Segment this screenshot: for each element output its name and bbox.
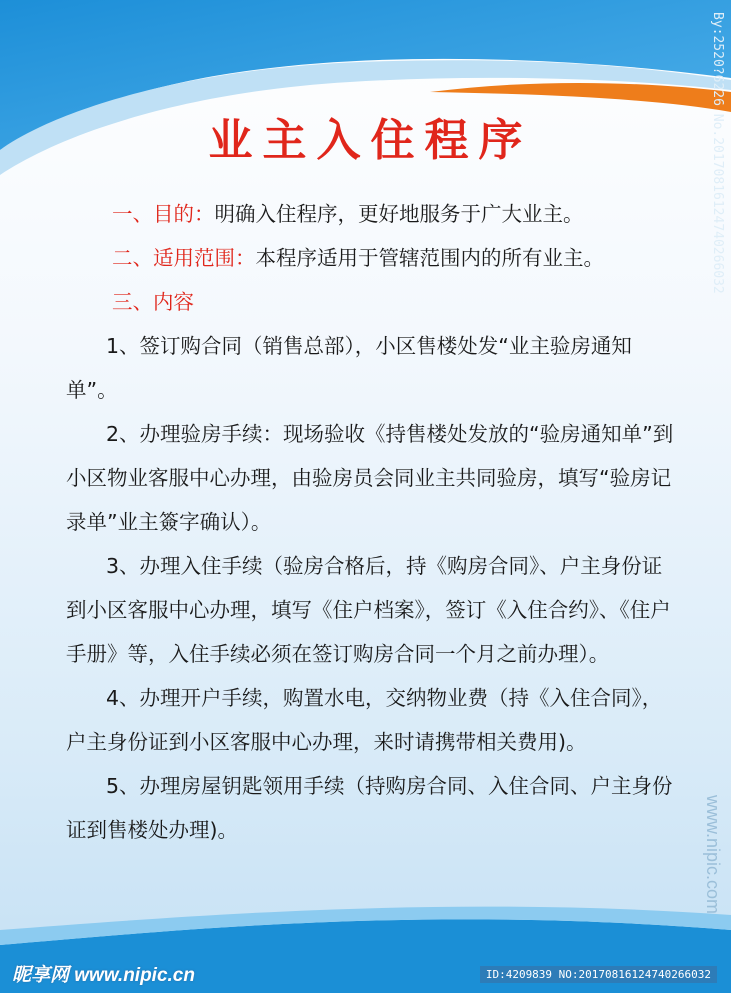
step-item: 4、办理开户手续，购置水电，交纳物业费（持《入住合同》，户主身份证到小区客服中心办理，来时请携带相关费用)。 <box>66 686 663 754</box>
nipic-logo: 昵享网 www.nipic.cn <box>12 965 195 986</box>
scope-text: 本程序适用于管辖范围内的所有业主。 <box>255 246 604 270</box>
step-item: 1、签订购合同（销售总部），小区售楼处发“业主验房通知单”。 <box>66 334 632 402</box>
scope-label: 二、适用范围： <box>112 246 256 270</box>
purpose-label: 一、目的： <box>112 202 215 226</box>
site-watermark: www.nipic.com <box>703 795 723 915</box>
page-title: 业主入住程序 <box>208 115 533 166</box>
notice-content <box>66 192 676 852</box>
step-item: 5、办理房屋钥匙领用手续（持购房合同、入住合同、户主身份证到售楼处办理)。 <box>66 774 673 842</box>
step-item: 2、办理验房手续：现场验收《持售楼处发放的“验房通知单”到小区物业客服中心办理，由验房员会同业主共同验房，填写“验房记录单”业主簽字确认）。 <box>66 422 674 534</box>
scope-line <box>66 236 676 280</box>
image-id-badge: ID:4209839 NO:20170816124740266032 <box>480 966 717 983</box>
step-item: 3、办理入住手续（验房合格后，持《购房合同》、户主身份证到小区客服中心办理，填写《住户档案》，签订《入住合约》、《住户手册》等，入住手续必须在签订购房合同一个月之前办理）。 <box>66 554 671 666</box>
purpose-line <box>66 192 676 236</box>
content-label: 三、内容 <box>112 290 194 314</box>
side-watermark: By:2520?6226 No.20170816124740266032 <box>710 12 725 294</box>
content-line <box>66 280 676 324</box>
purpose-text: 明确入住程序，更好地服务于广大业主。 <box>214 202 584 226</box>
